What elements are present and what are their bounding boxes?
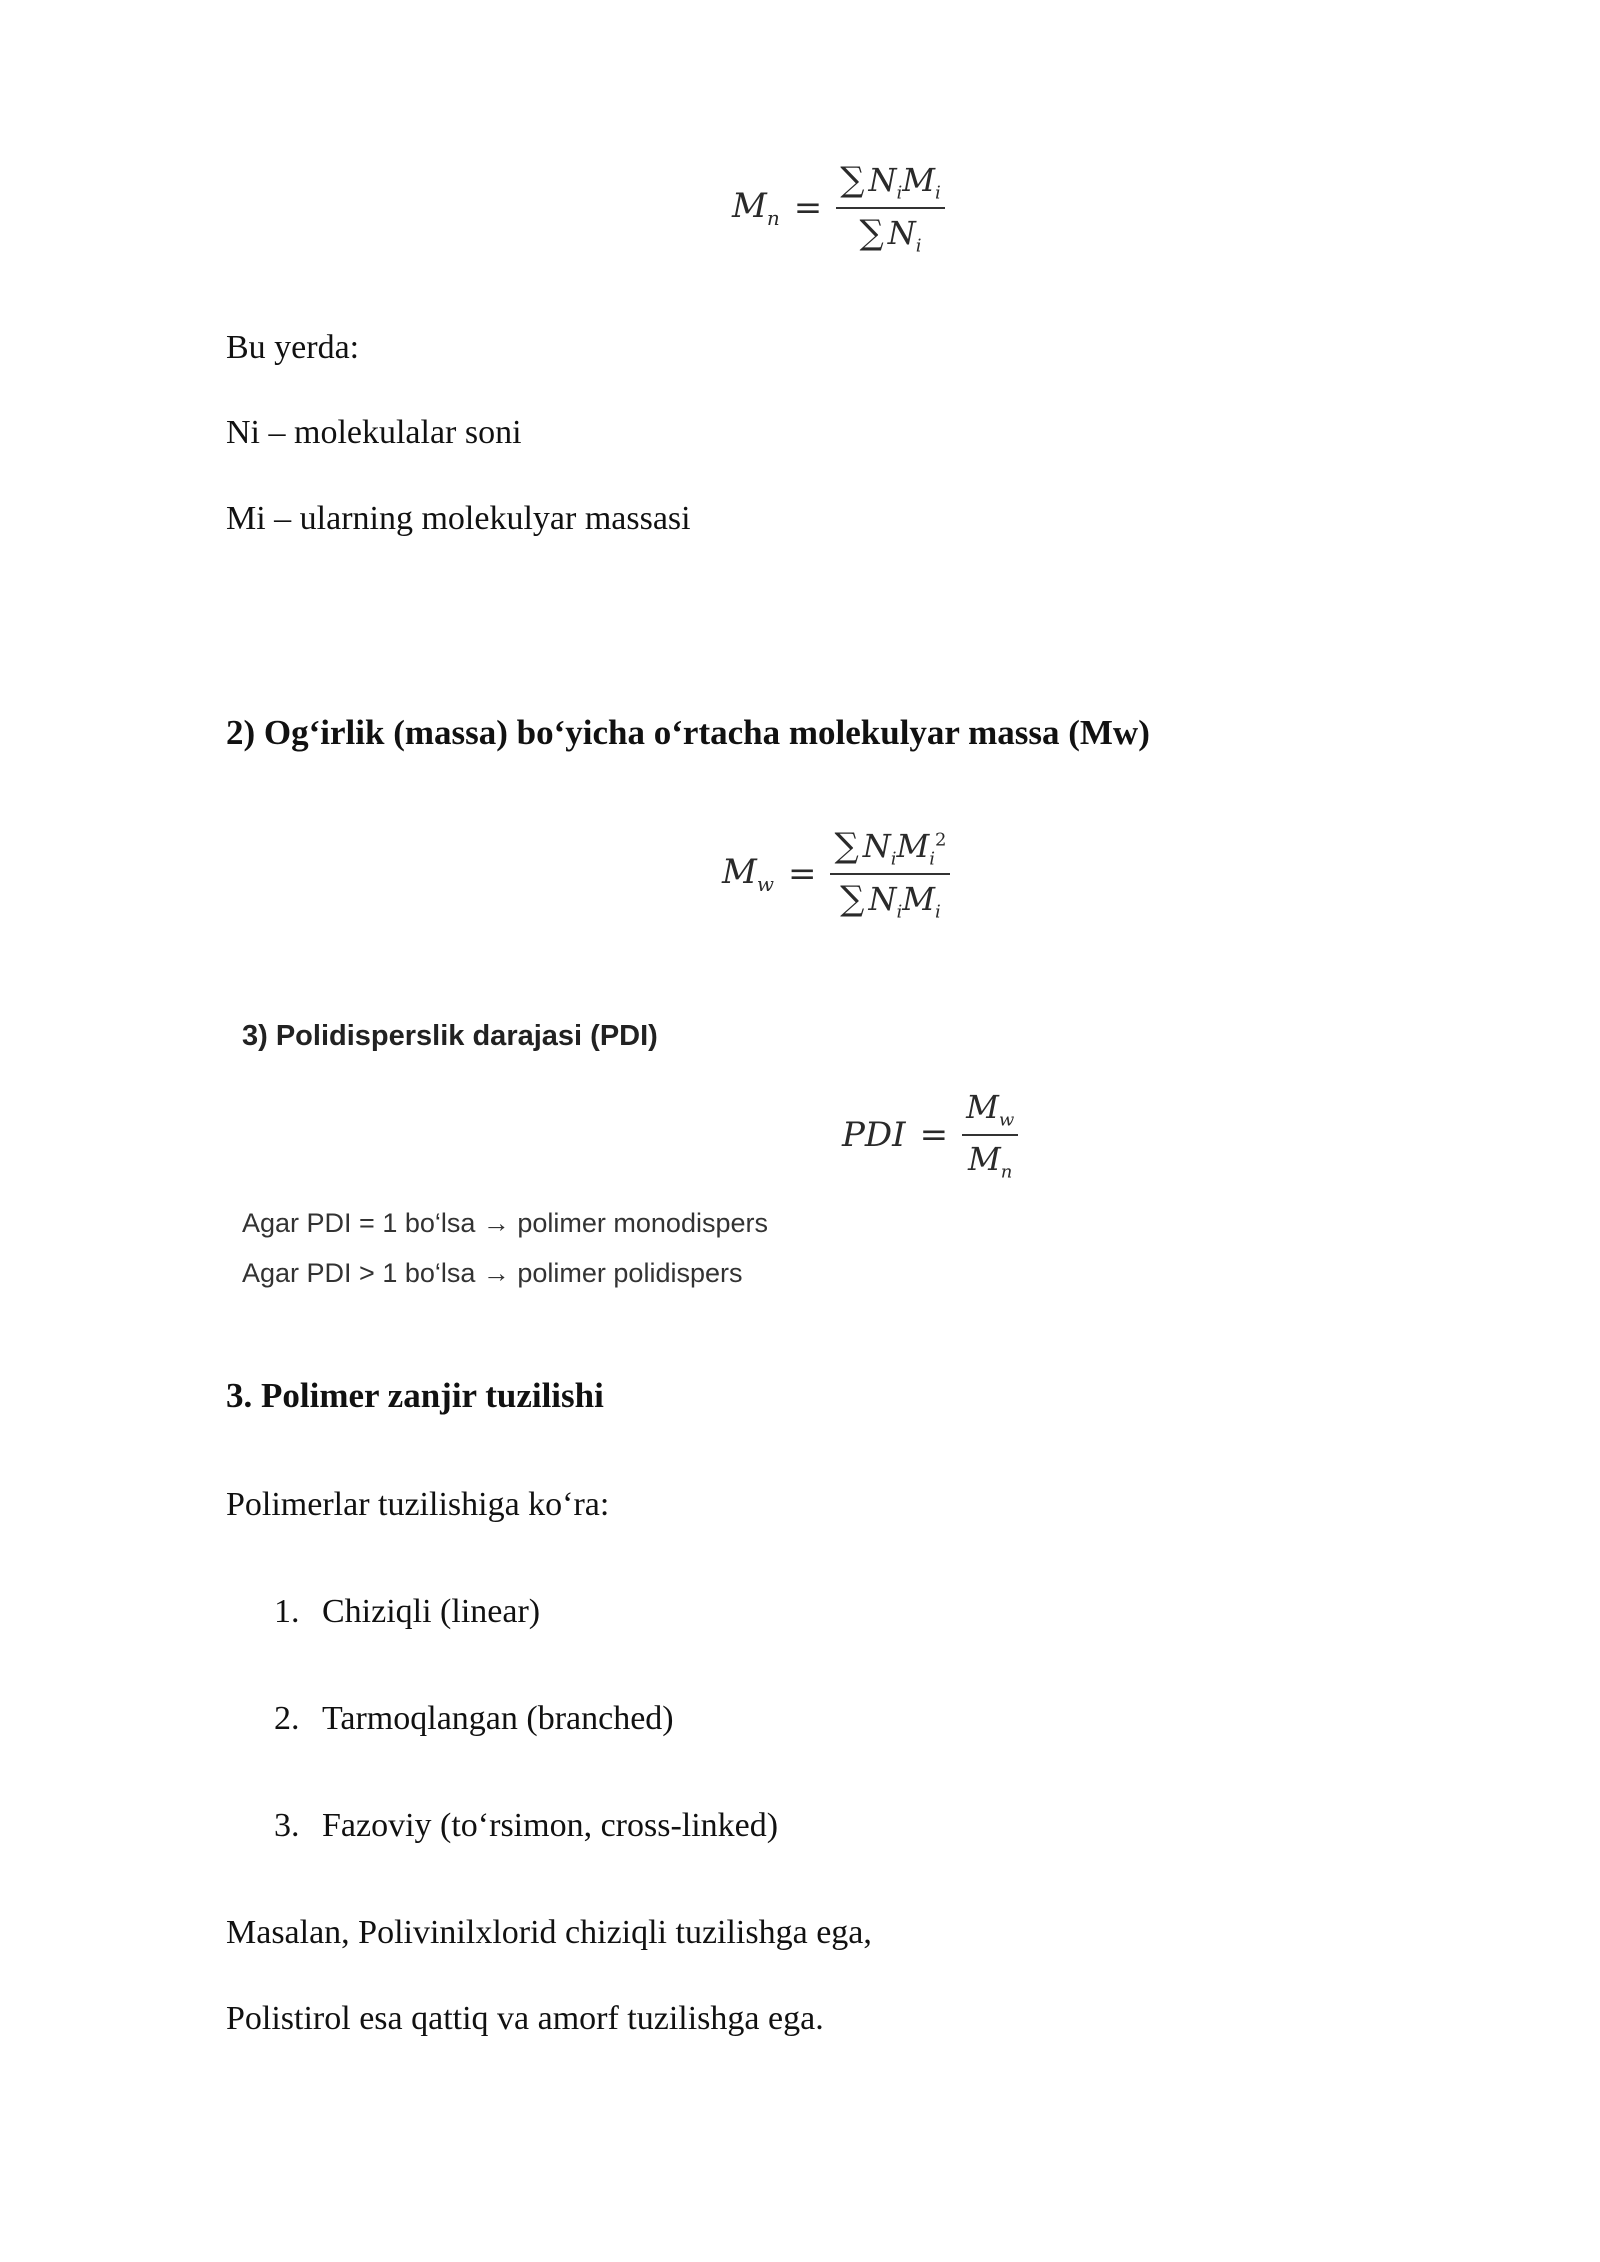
list-item-number: 1.	[274, 1593, 300, 1630]
formula-mn-fraction	[836, 160, 945, 257]
list-item	[274, 1699, 674, 1740]
pdi-note-monodispers: Agar PDI = 1 bo‘lsa → polimer monodispers	[242, 1208, 768, 1238]
structure-intro: Polimerlar tuzilishiga ko‘ra:	[226, 1486, 610, 1523]
formula-pdi	[842, 1088, 1018, 1183]
formula-pdi-numerator: $M_w$	[966, 1088, 1015, 1131]
list-item-label: Chiziqli (linear)	[322, 1593, 541, 1630]
list-item-number: 2.	[274, 1700, 300, 1737]
formula-pdi-lhs: PDI	[842, 1115, 906, 1156]
list-item	[274, 1592, 540, 1633]
formula-pdi-fraction	[962, 1088, 1018, 1183]
heading-mw: 2) Og‘irlik (massa) bo‘yicha o‘rtacha molekulyar massa (Mw)	[226, 713, 1150, 752]
formula-mw-fraction	[830, 826, 950, 923]
example-polivinilxlorid: Masalan, Polivinilxlorid chiziqli tuzilishga ega,	[226, 1914, 872, 1951]
heading-structure: 3. Polimer zanjir tuzilishi	[226, 1376, 604, 1415]
formula-mn	[732, 160, 945, 257]
mi-definition: Mi – ularning molekulyar massasi	[226, 500, 691, 537]
formula-mw-equals: =	[787, 854, 817, 895]
formula-pdi-denominator: $M_n$	[967, 1140, 1013, 1183]
formula-mw-numerator: ∑ $N_iM_i^2$	[834, 826, 947, 870]
bu-yerda-text: Bu yerda:	[226, 329, 360, 366]
list-item-number: 3.	[274, 1807, 300, 1844]
formula-mn-equals: =	[793, 188, 823, 229]
formula-mn-lhs: $M_n$	[732, 186, 780, 231]
ni-definition: Ni – molekulalar soni	[226, 414, 522, 451]
list-item-label: Fazoviy (to‘rsimon, cross-linked)	[322, 1807, 779, 1844]
pdi-note-polidispers: Agar PDI > 1 bo‘lsa → polimer polidispers	[242, 1258, 743, 1288]
formula-pdi-equals: =	[919, 1115, 949, 1156]
formula-mn-denominator: ∑ $N_i$	[859, 213, 922, 257]
formula-mw-denominator: ∑ $N_iM_i$	[840, 879, 941, 923]
formula-mw	[722, 826, 950, 923]
example-polistirol: Polistirol esa qattiq va amorf tuzilishga ega.	[226, 2000, 824, 2037]
formula-mn-numerator: ∑ $N_iM_i$	[840, 160, 941, 204]
heading-pdi: 3) Polidisperslik darajasi (PDI)	[242, 1020, 658, 1052]
list-item	[274, 1806, 778, 1847]
list-item-label: Tarmoqlangan (branched)	[322, 1700, 674, 1737]
formula-mw-lhs: $M_w$	[722, 852, 774, 897]
